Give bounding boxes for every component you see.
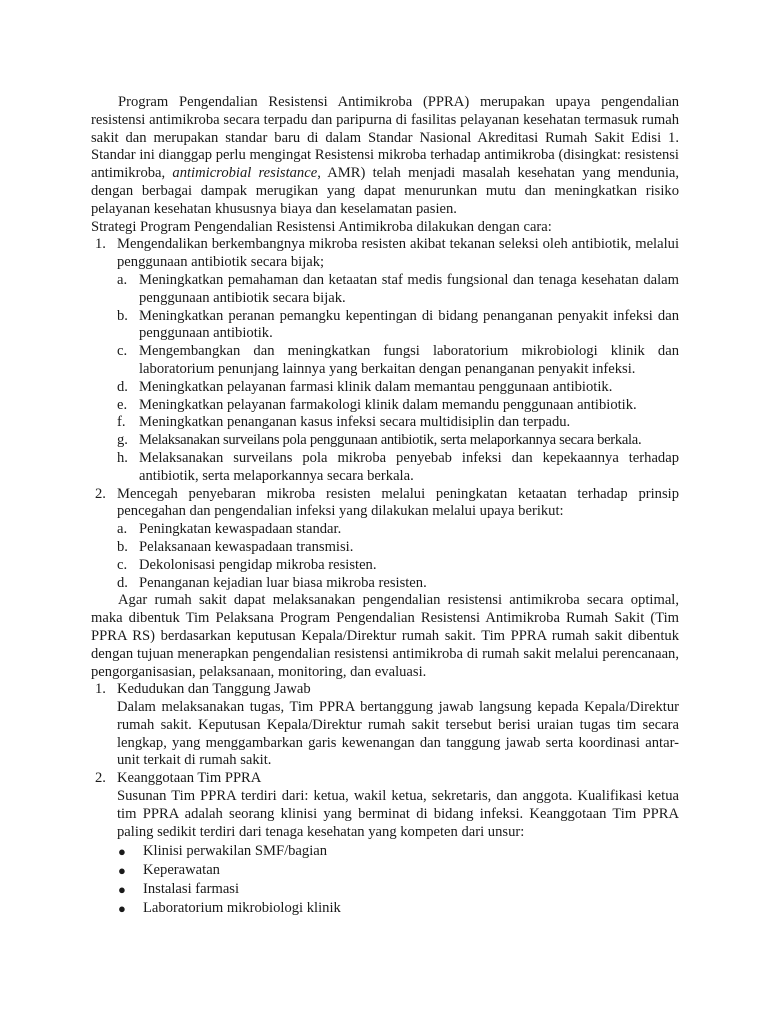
strategy-subitem: [91, 308, 679, 344]
strategy-subitem: [91, 379, 679, 397]
subitem-text: Dekolonisasi pengidap mikroba resisten.: [139, 556, 377, 573]
team-item-1: [91, 681, 679, 699]
list-marker: 2.: [95, 485, 106, 502]
subitem-text: Meningkatkan pemahaman dan ketaatan staf medis fungsional dan tenaga kesehatan dalam penggunaan antibiotik secara bijak.: [139, 271, 679, 306]
team-item-title: Kedudukan dan Tanggung Jawab: [117, 681, 311, 698]
team-item-2: [91, 770, 679, 788]
list-marker: 1.: [95, 236, 106, 253]
list-marker: h.: [117, 449, 128, 466]
strategy-item-1: [91, 236, 679, 272]
list-marker: d.: [117, 378, 128, 395]
document-page: [91, 94, 679, 918]
bullet-icon: ●: [118, 900, 126, 916]
strategy-subitem: [91, 450, 679, 486]
subitem-text: Meningkatkan peranan pemangku kepentingan di bidang penanganan penyakit infeksi dan penggunaan antibiotik.: [139, 307, 679, 342]
subitem-text: Meningkatkan pelayanan farmasi klinik dalam memantau penggunaan antibiotik.: [139, 378, 613, 395]
strategy-item-text: Mengendalikan berkembangnya mikroba resisten akibat tekanan seleksi oleh antibiotik, melalui penggunaan antibiotik secara bijak;: [117, 236, 679, 271]
list-marker: g.: [117, 432, 128, 449]
bullet-text: Keperawatan: [143, 862, 220, 879]
subitem-text: Mengembangkan dan meningkatkan fungsi laboratorium mikrobiologi klinik dan laboratorium penunjang lainnya yang berkaitan dengan penanganan penyakit infeksi.: [139, 343, 679, 377]
strategy-subitem: [91, 414, 679, 432]
bullet-text: Klinisi perwakilan SMF/bagian: [143, 843, 328, 860]
strategy-subitem: [91, 521, 679, 539]
bullet-text: Instalasi farmasi: [143, 881, 240, 898]
list-marker: b.: [117, 538, 128, 555]
bullet-icon: ●: [118, 882, 126, 898]
bullet-item: [91, 900, 679, 918]
list-marker: e.: [117, 396, 128, 413]
strategy-item-text: Mencegah penyebaran mikroba resisten melalui peningkatan ketaatan terhadap prinsip pencegahan dan pengendalian infeksi yang dilakukan melalui upaya berikut:: [117, 485, 679, 520]
list-marker: b.: [117, 307, 128, 324]
subitem-text: Penanganan kejadian luar biasa mikroba resisten.: [139, 574, 427, 591]
subitem-text: Peningkatan kewaspadaan standar.: [139, 521, 342, 538]
strategy-subitem: [91, 272, 679, 308]
strategy-heading: Strategi Program Pengendalian Resistensi Antimikroba dilakukan dengan cara:: [91, 218, 552, 235]
subitem-text: Pelaksanaan kewaspadaan transmisi.: [139, 538, 354, 555]
list-marker: 2.: [95, 770, 106, 787]
intro-text-part-2: , AMR) telah menjadi masalah kesehatan yang mendunia, dengan berbagai dampak merugikan yang dapat menurunkan mutu dan meningkatkan risiko pelayanan kesehatan khususnya biaya dan keselamatan pasien.: [91, 165, 679, 217]
bullet-icon: ●: [118, 863, 126, 879]
subitem-text: Meningkatkan pelayanan farmakologi klinik dalam memandu penggunaan antibiotik.: [139, 396, 637, 413]
strategy-subitem: [91, 539, 679, 557]
subitem-text: Melaksanakan surveilans pola penggunaan antibiotik, serta melaporkannya secara berkala.: [139, 432, 642, 449]
bullet-item: [91, 862, 679, 880]
team-item-body: Susunan Tim PPRA terdiri dari: ketua, wakil ketua, sekretaris, dan anggota. Kualifikasi ketua tim PPRA adalah seorang klinisi yang berminat di bidang infeksi. Keanggotaan Tim PPRA paling sedikit terdiri dari tenaga kesehatan yang kompeten dari unsur:: [117, 788, 679, 840]
list-marker: c.: [117, 556, 128, 573]
team-item-title: Keanggotaan Tim PPRA: [117, 770, 262, 787]
strategy-item-2: [91, 486, 679, 522]
intro-italic-term: antimicrobial resistance: [172, 165, 318, 182]
list-marker: c.: [117, 343, 128, 360]
subitem-text: Meningkatkan penanganan kasus infeksi secara multidisiplin dan terpadu.: [139, 414, 571, 431]
list-marker: 1.: [95, 681, 106, 698]
list-marker: d.: [117, 574, 128, 591]
subitem-text: Melaksanakan surveilans pola mikroba penyebab infeksi dan kepekaannya terhadap antibiotik, serta melaporkannya secara berkala.: [139, 449, 679, 484]
bullet-item: [91, 881, 679, 899]
list-marker: f.: [117, 414, 126, 431]
list-marker: a.: [117, 521, 128, 538]
intro-text-part-1: Program Pengendalian Resistensi Antimikroba (PPRA) merupakan upaya pengendalian resistensi antimikroba secara terpadu dan paripurna di fasilitas pelayanan kesehatan termasuk rumah sakit dan merupakan standar baru di dalam Standar Nasional Akreditasi Rumah Sakit Edisi 1. Standar ini dianggap perlu mengingat Resistensi mikroba terhadap antimikroba (disingkat: resistensi antimikroba,: [91, 94, 679, 182]
strategy-subitem: [91, 343, 679, 379]
strategy-subitem: [91, 397, 679, 415]
team-item-body: Dalam melaksanakan tugas, Tim PPRA bertanggung jawab langsung kepada Kepala/Direktur rumah sakit. Keputusan Kepala/Direktur rumah sakit tersebut berisi uraian tugas tim secara lengkap, yang menggambarkan garis kewenangan dan tanggung jawab serta koordinasi antar-unit terkait di rumah sakit.: [117, 699, 679, 769]
strategy-subitem: [91, 432, 679, 450]
bullet-text: Laboratorium mikrobiologi klinik: [143, 899, 341, 916]
bullet-item: [91, 843, 679, 861]
strategy-subitem: [91, 575, 679, 593]
intro-paragraph: [91, 94, 679, 219]
bullet-icon: ●: [118, 844, 126, 860]
list-marker: a.: [117, 271, 128, 288]
team-intro-paragraph: Agar rumah sakit dapat melaksanakan pengendalian resistensi antimikroba secara optimal, maka dibentuk Tim Pelaksana Program Pengendalian Resistensi Antimikroba Rumah Sakit (Tim PPRA RS) berdasarkan keputusan Kepala/Direktur rumah sakit. Tim PPRA rumah sakit dibentuk dengan tujuan menerapkan pengendalian resistensi antimikroba di rumah sakit melalui perencanaan, pengorganisasian, pelaksanaan, monitoring, dan evaluasi.: [91, 592, 679, 680]
strategy-subitem: [91, 557, 679, 575]
